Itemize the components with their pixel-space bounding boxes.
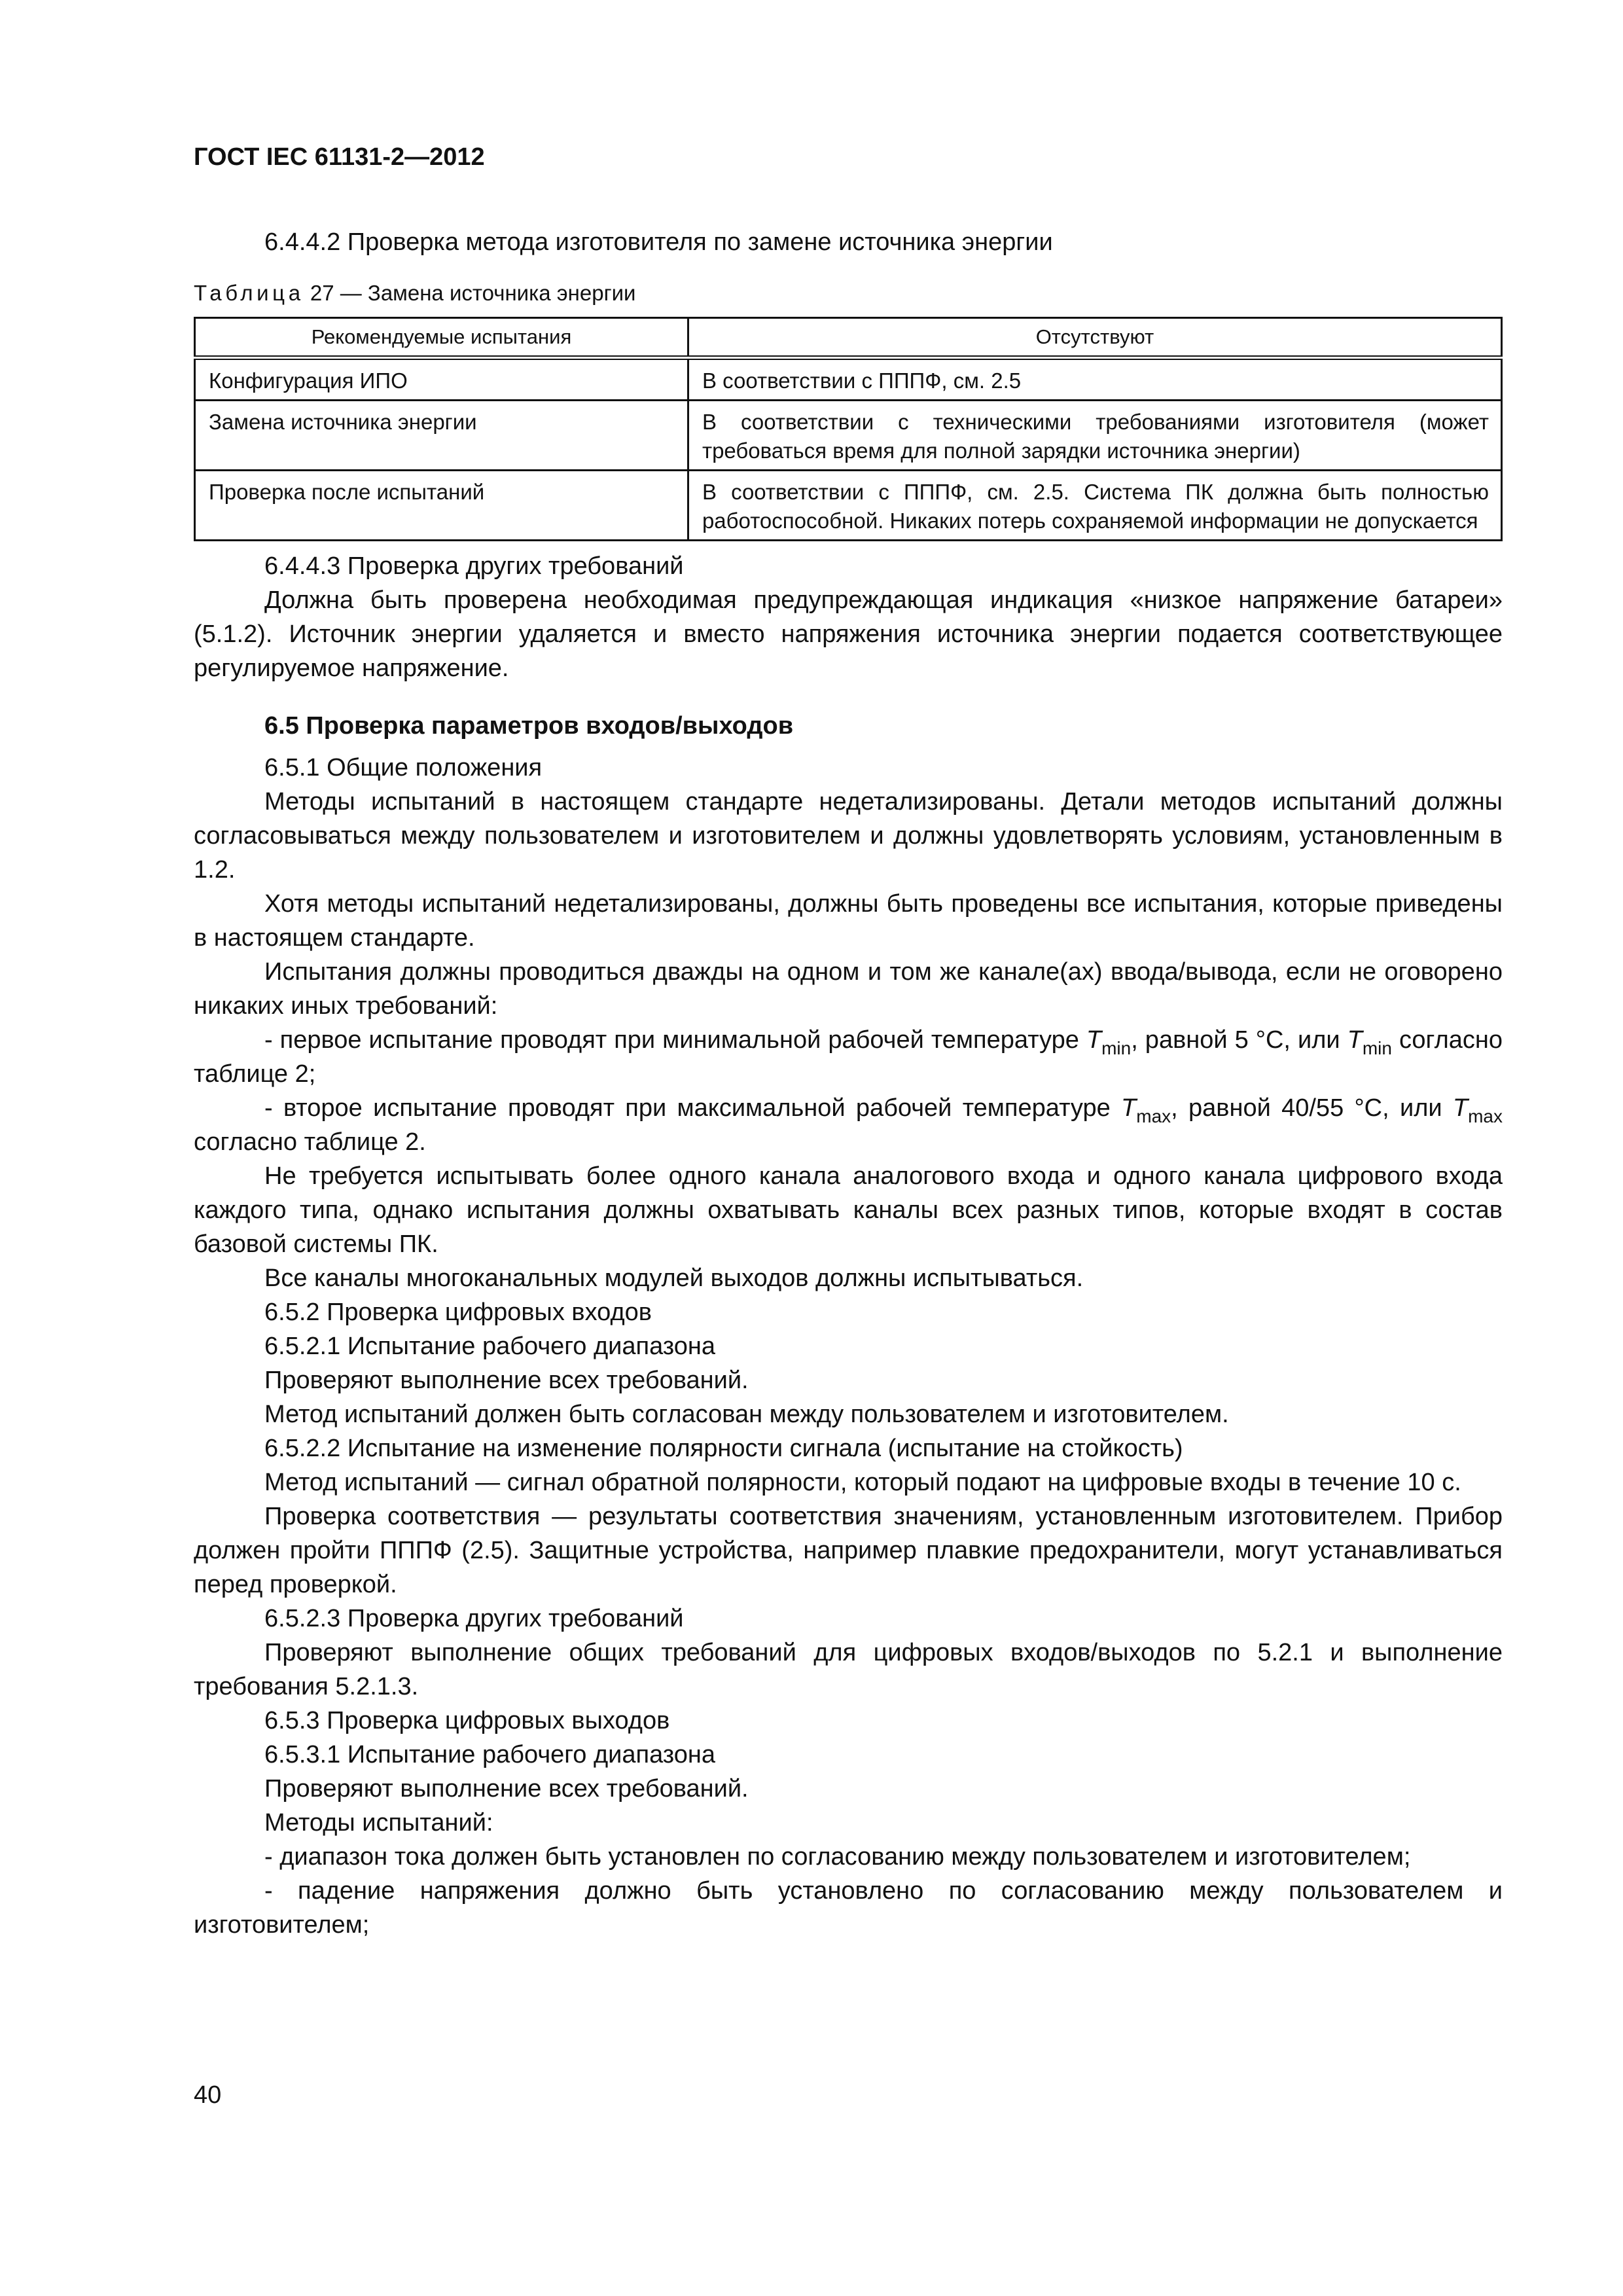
table-caption-title: 27 — Замена источника энергии	[304, 281, 636, 305]
symbol-t: T	[1347, 1026, 1363, 1054]
body-content	[194, 225, 1503, 1942]
table-row	[195, 358, 1502, 401]
paragraph: Метод испытаний — сигнал обратной полярности, который подают на цифровые входы в течение 10 с.	[264, 1469, 1461, 1496]
list-item: - первое испытание проводят при минимальной рабочей температуре $T_{min}$, равной 5 °C, или $T_{min}$ согласно таблице 2;	[194, 1026, 1503, 1088]
section-6443-title: 6.4.4.3 Проверка других требований	[264, 552, 684, 580]
table-cell: В соответствии с ПППФ, см. 2.5. Система ПК должна быть полностью работоспособной. Никаких потерь сохраняемой информации не допускается	[688, 471, 1501, 541]
subscript-max: max	[1136, 1105, 1171, 1126]
table-caption	[194, 279, 1503, 308]
section-6522-title: 6.5.2.2 Испытание на изменение полярности сигнала (испытание на стойкость)	[264, 1435, 1183, 1462]
section-65-title: 6.5 Проверка параметров входов/выходов	[264, 712, 794, 740]
paragraph: Все каналы многоканальных модулей выходов должны испытываться.	[264, 1265, 1084, 1292]
section-651-title: 6.5.1 Общие положения	[264, 754, 543, 781]
table-27	[194, 317, 1503, 541]
table-cell: Конфигурация ИПО	[195, 358, 688, 401]
section-6442-title: 6.4.4.2 Проверка метода изготовителя по замене источника энергии	[264, 228, 1053, 256]
table-cell: Замена источника энергии	[195, 401, 688, 471]
table-header-cell: Отсутствуют	[688, 318, 1501, 358]
document-header: ГОСТ IEC 61131-2—2012	[194, 143, 485, 171]
page-number: 40	[194, 2081, 222, 2109]
paragraph: Хотя методы испытаний недетализированы, должны быть проведены все испытания, которые приведены в настоящем стандарте.	[194, 890, 1503, 952]
table-row	[195, 471, 1502, 541]
table-row	[195, 401, 1502, 471]
subscript-min: min	[1101, 1037, 1132, 1058]
table-header-row	[195, 318, 1502, 358]
symbol-t: T	[1121, 1094, 1137, 1122]
table-cell: В соответствии с ПППФ, см. 2.5	[688, 358, 1501, 401]
table-cell: В соответствии с техническими требованиями изготовителя (может требоваться время для полной зарядки источника энергии)	[688, 401, 1501, 471]
paragraph: Проверяют выполнение общих требований для цифровых входов/выходов по 5.2.1 и выполнение требования 5.2.1.3.	[194, 1639, 1503, 1700]
paragraph: Проверяют выполнение всех требований.	[264, 1367, 749, 1394]
section-652-title: 6.5.2 Проверка цифровых входов	[264, 1299, 652, 1326]
paragraph: Должна быть проверена необходимая предупреждающая индикация «низкое напряжение батареи» (5.1.2). Источник энергии удаляется и вместо напряжения источника энергии подается соответствующее регулируемое напряжение.	[194, 586, 1503, 682]
section-6521-title: 6.5.2.1 Испытание рабочего диапазона	[264, 1333, 716, 1360]
list-item: - второе испытание проводят при максимальной рабочей температуре $T_{max}$, равной 40/55 °C, или $T_{max}$ согласно таблице 2.	[194, 1094, 1503, 1156]
subscript-min: min	[1362, 1037, 1392, 1058]
paragraph: Не требуется испытывать более одного канала аналогового входа и одного канала цифрового входа каждого типа, однако испытания должны охватывать каналы всех разных типов, которые входят в состав базовой системы ПК.	[194, 1162, 1503, 1258]
paragraph: Проверяют выполнение всех требований.	[264, 1775, 749, 1803]
section-6531-title: 6.5.3.1 Испытание рабочего диапазона	[264, 1741, 716, 1768]
paragraph: Проверка соответствия — результаты соответствия значениям, установленным изготовителем. Прибор должен пройти ПППФ (2.5). Защитные устройства, например плавкие предохранители, могут устанавливаться перед проверкой.	[194, 1503, 1503, 1598]
symbol-t: T	[1086, 1026, 1102, 1054]
subscript-max: max	[1468, 1105, 1503, 1126]
section-653-title: 6.5.3 Проверка цифровых выходов	[264, 1707, 670, 1734]
table-header-cell: Рекомендуемые испытания	[195, 318, 688, 358]
table-caption-prefix: Таблица	[194, 281, 304, 305]
symbol-t: T	[1452, 1094, 1469, 1122]
list-item: - диапазон тока должен быть установлен по согласованию между пользователем и изготовителем;	[264, 1843, 1411, 1871]
table-cell: Проверка после испытаний	[195, 471, 688, 541]
paragraph: Методы испытаний:	[264, 1809, 493, 1837]
paragraph: Испытания должны проводиться дважды на одном и том же канале(ах) ввода/вывода, если не оговорено никаких иных требований:	[194, 958, 1503, 1020]
list-item: - падение напряжения должно быть установлено по согласованию между пользователем и изготовителем;	[194, 1877, 1503, 1939]
section-6523-title: 6.5.2.3 Проверка других требований	[264, 1605, 684, 1632]
paragraph: Методы испытаний в настоящем стандарте недетализированы. Детали методов испытаний должны согласовываться между пользователем и изготовителем и должны удовлетворять условиям, установленным в 1.2.	[194, 788, 1503, 884]
paragraph: Метод испытаний должен быть согласован между пользователем и изготовителем.	[264, 1401, 1229, 1428]
